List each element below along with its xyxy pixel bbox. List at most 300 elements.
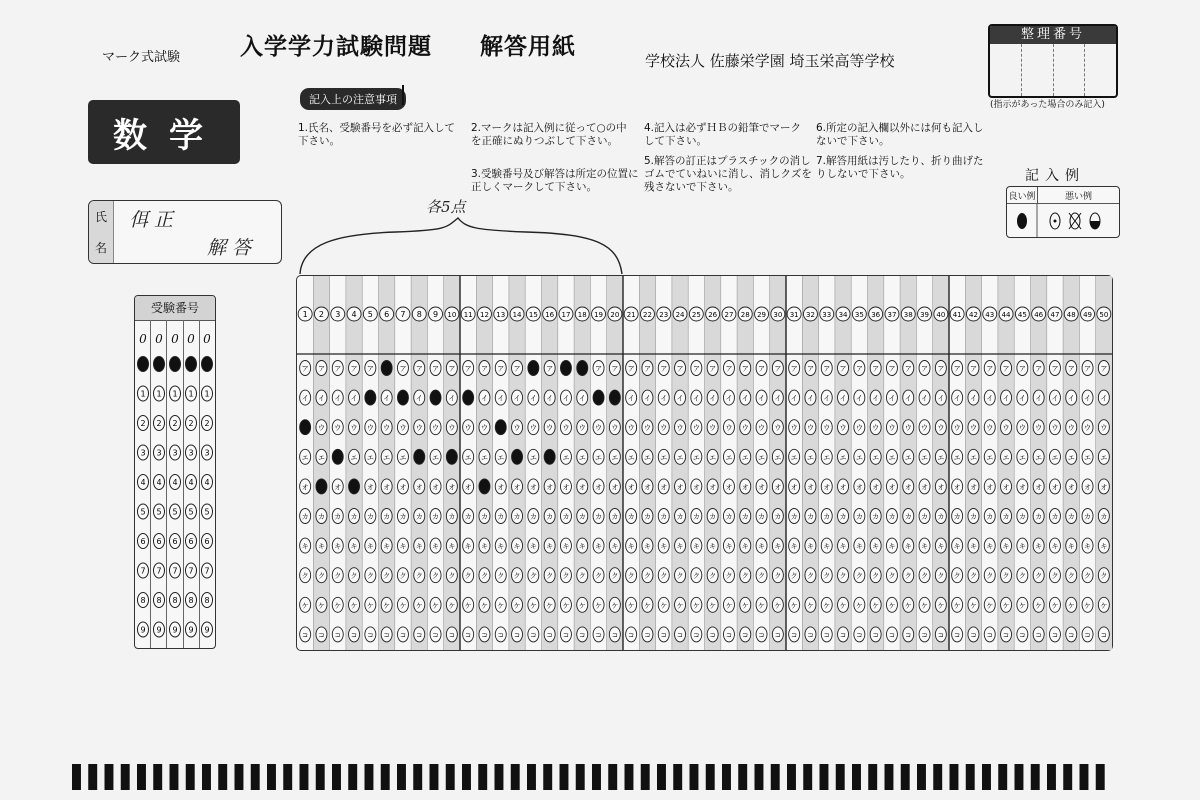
choice-label: ア (904, 365, 912, 373)
choice-label: エ (1051, 453, 1059, 462)
timing-mark (836, 764, 845, 790)
timing-mark (527, 764, 536, 790)
choice-label: ウ (1051, 424, 1059, 433)
answer-bubble[interactable] (332, 449, 343, 464)
question-number: 24 (675, 311, 685, 319)
choice-label: キ (448, 542, 456, 551)
exam-digit-bubble[interactable] (170, 357, 181, 372)
timing-mark (462, 764, 471, 790)
choice-label: ケ (855, 601, 863, 610)
exam-digit-label: 3 (156, 448, 162, 458)
timing-mark (901, 764, 910, 790)
choice-label: イ (643, 394, 651, 403)
question-number: 17 (561, 311, 571, 319)
answer-bubble[interactable] (609, 390, 620, 405)
question-number: 34 (838, 311, 848, 319)
question-number: 2 (318, 310, 324, 319)
choice-label: ウ (921, 424, 929, 433)
choice-label: オ (839, 483, 847, 492)
question-number: 3 (335, 310, 341, 319)
choice-label: ウ (546, 424, 554, 433)
choice-label: エ (562, 453, 570, 462)
choice-label: コ (823, 631, 831, 640)
choice-label: ケ (774, 601, 782, 610)
choice-label: キ (317, 542, 325, 551)
choice-label: キ (643, 542, 651, 551)
choice-label: ク (643, 572, 651, 581)
choice-label: ケ (904, 601, 912, 610)
choice-label: ケ (758, 601, 766, 610)
choice-label: イ (921, 394, 929, 403)
choice-label: オ (676, 483, 684, 492)
choice-label: ア (986, 365, 994, 373)
exam-digit-label: 8 (140, 596, 146, 605)
question-number: 27 (724, 311, 734, 319)
exam-digit-label: 1 (140, 389, 146, 399)
choice-label: イ (1051, 394, 1059, 403)
choice-label: カ (839, 513, 847, 521)
choice-label: オ (1100, 483, 1108, 492)
timing-mark (251, 764, 260, 790)
exam-digit-label: 8 (156, 596, 162, 605)
answer-bubble[interactable] (446, 449, 457, 464)
choice-label: キ (1002, 542, 1010, 551)
choice-label: ウ (595, 424, 603, 433)
choice-label: ケ (448, 601, 456, 610)
choice-label: キ (366, 542, 374, 551)
choice-label: ウ (383, 424, 391, 433)
timing-mark (1096, 764, 1105, 790)
exam-number-box (134, 295, 216, 649)
exam-digit-label: 3 (172, 448, 178, 458)
timing-mark (397, 764, 406, 790)
choice-label: キ (709, 542, 717, 551)
choice-label: エ (1035, 453, 1043, 462)
choice-label: カ (383, 513, 391, 521)
choice-label: オ (872, 483, 880, 492)
choice-label: エ (1018, 453, 1026, 462)
choice-label: コ (790, 631, 798, 640)
choice-label: エ (611, 453, 619, 462)
choice-label: キ (969, 542, 977, 551)
choice-label: ア (432, 365, 440, 373)
choice-label: カ (676, 513, 684, 521)
choice-label: オ (366, 483, 374, 492)
choice-label: カ (660, 513, 668, 521)
choice-label: エ (758, 453, 766, 462)
choice-label: カ (334, 513, 342, 521)
choice-label: オ (399, 483, 407, 492)
choice-label: オ (1035, 483, 1043, 492)
question-number: 31 (789, 311, 799, 319)
answer-bubble[interactable] (365, 390, 376, 405)
question-number: 22 (642, 311, 652, 319)
choice-label: ケ (806, 601, 814, 610)
answer-bubble[interactable] (544, 449, 555, 464)
choice-label: キ (839, 542, 847, 551)
question-number: 33 (822, 311, 832, 319)
choice-label: オ (497, 483, 505, 492)
reference-number-cell[interactable] (990, 44, 1022, 96)
choice-label: ケ (660, 601, 668, 610)
choice-label: カ (774, 513, 782, 521)
choice-label: エ (1084, 453, 1092, 462)
answer-bubble[interactable] (414, 449, 425, 464)
exam-digit-bubble[interactable] (202, 357, 213, 372)
choice-label: ア (790, 365, 798, 373)
exam-digit-label: 5 (188, 507, 194, 517)
question-number: 12 (479, 311, 489, 319)
choice-label: カ (448, 513, 456, 521)
choice-label: カ (904, 513, 912, 521)
choice-label: イ (725, 394, 733, 403)
timing-mark (933, 764, 942, 790)
choice-label: キ (578, 542, 586, 551)
choice-label: ケ (627, 601, 635, 610)
timing-mark (121, 764, 130, 790)
choice-label: ク (350, 572, 358, 581)
choice-label: オ (758, 483, 766, 492)
note-item: 3.受験番号及び解答は所定の位置に正しくマークして下さい。 (471, 168, 639, 193)
exam-digit-label: 2 (156, 419, 162, 428)
choice-label: ケ (643, 601, 651, 610)
choice-label: イ (855, 394, 863, 403)
choice-label: ケ (1002, 601, 1010, 610)
choice-label: ウ (969, 424, 977, 433)
timing-mark (511, 764, 520, 790)
choice-label: オ (969, 483, 977, 492)
choice-label: ク (366, 572, 374, 581)
exam-digit-label: 5 (172, 507, 178, 517)
answer-bubble[interactable] (316, 479, 327, 494)
choice-label: ケ (578, 601, 586, 610)
exam-number-title: 受験番号 (135, 296, 215, 321)
choice-label: ウ (709, 424, 717, 433)
choice-label: キ (725, 542, 733, 551)
choice-label: コ (904, 631, 912, 640)
choice-label: ク (432, 572, 440, 581)
timing-mark (690, 764, 699, 790)
timing-mark (1047, 764, 1056, 790)
choice-label: ア (415, 365, 423, 373)
answer-bubble[interactable] (479, 479, 490, 494)
choice-label: ク (415, 572, 423, 581)
reference-number-cell[interactable] (1085, 44, 1116, 96)
timing-mark (543, 764, 552, 790)
question-number: 10 (447, 311, 457, 319)
choice-label: コ (643, 631, 651, 640)
answer-bubble[interactable] (430, 390, 441, 405)
choice-label: ク (513, 572, 521, 581)
choice-label: イ (888, 394, 896, 403)
answer-bubble[interactable] (512, 449, 523, 464)
timing-mark (738, 764, 747, 790)
choice-label: ケ (464, 601, 472, 610)
choice-label: カ (513, 513, 521, 521)
question-number: 41 (952, 311, 962, 319)
choice-label: イ (969, 394, 977, 403)
exam-digit-bubble[interactable] (154, 357, 165, 372)
choice-label: カ (562, 513, 570, 521)
choice-label: イ (627, 394, 635, 403)
exam-digit-label: 9 (188, 625, 194, 635)
choice-label: ア (806, 365, 814, 373)
choice-label: オ (660, 483, 668, 492)
choice-label: カ (1018, 513, 1026, 521)
handwritten-name-top: 佴 正 (129, 209, 174, 231)
written-digit: 0 (187, 332, 195, 346)
choice-label: キ (823, 542, 831, 551)
exam-digit-bubble[interactable] (138, 357, 149, 372)
answer-grid (296, 275, 1113, 651)
choice-label: ア (464, 365, 472, 373)
choice-label: キ (432, 542, 440, 551)
choice-label: ク (464, 572, 472, 581)
choice-label: コ (1067, 631, 1075, 640)
choice-label: エ (790, 453, 798, 462)
reference-number-label: 整理番号 (990, 26, 1116, 44)
exam-digit-label: 1 (204, 389, 210, 399)
choice-label: ウ (855, 424, 863, 433)
choice-label: ウ (758, 424, 766, 433)
choice-label: オ (627, 483, 635, 492)
choice-label: イ (383, 394, 391, 403)
timing-mark (560, 764, 569, 790)
choice-label: ケ (546, 601, 554, 610)
answer-bubble[interactable] (528, 361, 539, 376)
choice-label: ア (480, 365, 488, 373)
question-number: 44 (1001, 311, 1011, 319)
note-item: 2.マークは記入例に従って○の中を正確にぬりつぶして下さい。 (471, 122, 627, 147)
choice-label: エ (578, 453, 586, 462)
question-number: 8 (416, 310, 422, 319)
choice-label: キ (692, 542, 700, 551)
answer-bubble[interactable] (349, 479, 360, 494)
choice-label: コ (317, 631, 325, 640)
answer-bubble[interactable] (495, 420, 506, 435)
timing-marks (72, 764, 1112, 790)
choice-label: ク (823, 572, 831, 581)
choice-label: キ (855, 542, 863, 551)
choice-label: ケ (986, 601, 994, 610)
answer-bubble[interactable] (577, 361, 588, 376)
good-example-label: 良い例 (1007, 187, 1038, 203)
choice-label: ウ (823, 424, 831, 433)
answer-bubble[interactable] (381, 361, 392, 376)
choice-label: カ (969, 513, 977, 521)
choice-label: コ (529, 631, 537, 640)
choice-label: ク (725, 572, 733, 581)
choice-label: ウ (660, 424, 668, 433)
timing-mark (592, 764, 601, 790)
choice-label: キ (741, 542, 749, 551)
question-number: 15 (528, 311, 538, 319)
timing-mark (641, 764, 650, 790)
choice-label: カ (937, 513, 945, 521)
question-number: 13 (496, 311, 506, 319)
choice-label: エ (904, 453, 912, 462)
timing-mark (495, 764, 504, 790)
choice-label: ウ (480, 424, 488, 433)
choice-label: イ (1002, 394, 1010, 403)
choice-label: エ (301, 453, 309, 462)
timing-mark (235, 764, 244, 790)
choice-label: キ (1035, 542, 1043, 551)
written-digit: 0 (203, 332, 211, 346)
timing-mark (137, 764, 146, 790)
exam-digit-label: 4 (172, 478, 178, 487)
question-number: 30 (773, 311, 783, 319)
choice-label: キ (399, 542, 407, 551)
page-title: 入学学力試験問題 解答用紙 (240, 34, 576, 60)
choice-label: ク (529, 572, 537, 581)
choice-label: エ (317, 453, 325, 462)
question-number: 18 (577, 311, 587, 319)
timing-mark (332, 764, 341, 790)
handwritten-name-bottom: 解 答 (207, 237, 252, 259)
choice-label: オ (546, 483, 554, 492)
answer-bubble[interactable] (463, 390, 474, 405)
choice-label: エ (855, 453, 863, 462)
choice-label: キ (611, 542, 619, 551)
choice-label: カ (432, 513, 440, 521)
choice-label: ケ (334, 601, 342, 610)
choice-label: ア (611, 365, 619, 373)
choice-label: コ (725, 631, 733, 640)
choice-label: キ (676, 542, 684, 551)
exam-digit-label: 5 (156, 507, 162, 517)
choice-label: ウ (415, 424, 423, 433)
exam-digit-label: 9 (140, 625, 146, 635)
answer-bubble[interactable] (397, 390, 408, 405)
question-number: 48 (1066, 311, 1076, 319)
exam-digit-label: 2 (140, 419, 146, 428)
timing-mark (1031, 764, 1040, 790)
question-number: 1 (302, 310, 308, 319)
answer-bubble[interactable] (560, 361, 571, 376)
choice-label: オ (823, 483, 831, 492)
choice-label: ケ (301, 601, 309, 610)
exam-digit-label: 9 (156, 625, 162, 635)
choice-label: イ (317, 394, 325, 403)
choice-label: オ (790, 483, 798, 492)
choice-label: ア (399, 365, 407, 373)
choice-label: カ (986, 513, 994, 521)
reference-number-cell[interactable] (1022, 44, 1054, 96)
exam-digit-label: 3 (204, 448, 210, 458)
choice-label: エ (806, 453, 814, 462)
choice-label: ウ (953, 424, 961, 433)
choice-label: イ (301, 394, 309, 403)
choice-label: イ (350, 394, 358, 403)
reference-number-cell[interactable] (1054, 44, 1086, 96)
choice-label: コ (383, 631, 391, 640)
choice-label: ウ (872, 424, 880, 433)
choice-label: ケ (839, 601, 847, 610)
name-box[interactable] (88, 200, 282, 264)
bad-example-label: 悪い例 (1064, 191, 1092, 202)
choice-label: ク (301, 572, 309, 581)
choice-label: ウ (676, 424, 684, 433)
choice-label: キ (758, 542, 766, 551)
choice-label: ウ (692, 424, 700, 433)
choice-label: エ (399, 453, 407, 462)
question-number: 26 (708, 311, 718, 319)
choice-label: コ (872, 631, 880, 640)
choice-label: ケ (888, 601, 896, 610)
choice-label: ア (774, 365, 782, 373)
choice-label: ア (334, 365, 342, 373)
choice-label: キ (546, 542, 554, 551)
choice-label: オ (953, 483, 961, 492)
choice-label: コ (627, 631, 635, 640)
timing-mark (998, 764, 1007, 790)
timing-mark (88, 764, 97, 790)
choice-label: オ (806, 483, 814, 492)
exam-digit-label: 2 (204, 419, 210, 428)
answer-bubble[interactable] (593, 390, 604, 405)
choice-label: ク (578, 572, 586, 581)
choice-label: ウ (741, 424, 749, 433)
timing-mark (348, 764, 357, 790)
answer-bubble[interactable] (300, 420, 311, 435)
choice-label: エ (366, 453, 374, 462)
question-number: 29 (757, 311, 767, 319)
choice-label: オ (562, 483, 570, 492)
choice-label: カ (1002, 513, 1010, 521)
choice-label: コ (432, 631, 440, 640)
choice-label: ク (399, 572, 407, 581)
choice-label: ア (497, 365, 505, 373)
choice-label: ケ (1035, 601, 1043, 610)
choice-label: エ (839, 453, 847, 462)
choice-label: ウ (725, 424, 733, 433)
choice-label: ケ (1100, 601, 1108, 610)
choice-label: ア (627, 365, 635, 373)
exam-digit-label: 6 (156, 537, 162, 546)
choice-label: エ (432, 453, 440, 462)
choice-label: ア (317, 365, 325, 373)
choice-label: ア (839, 365, 847, 373)
choice-label: カ (1100, 513, 1108, 521)
choice-label: コ (301, 631, 309, 640)
choice-label: エ (953, 453, 961, 462)
choice-label: ア (1051, 365, 1059, 373)
exam-digit-bubble[interactable] (186, 357, 197, 372)
exam-digit-label: 4 (140, 478, 146, 487)
choice-label: ウ (350, 424, 358, 433)
choice-label: カ (872, 513, 880, 521)
exam-digit-label: 3 (188, 448, 194, 458)
choice-label: オ (709, 483, 717, 492)
choice-label: イ (741, 394, 749, 403)
choice-label: カ (595, 513, 603, 521)
choice-label: ウ (317, 424, 325, 433)
question-number: 47 (1050, 311, 1060, 319)
timing-mark (885, 764, 894, 790)
choice-label: ケ (692, 601, 700, 610)
choice-label: ケ (1051, 601, 1059, 610)
choice-label: ク (611, 572, 619, 581)
choice-label: ク (806, 572, 814, 581)
choice-label: ア (872, 365, 880, 373)
timing-mark (625, 764, 634, 790)
choice-label: オ (986, 483, 994, 492)
question-number: 40 (936, 311, 946, 319)
choice-label: エ (1100, 453, 1108, 462)
choice-label: コ (709, 631, 717, 640)
choice-label: イ (513, 394, 521, 403)
